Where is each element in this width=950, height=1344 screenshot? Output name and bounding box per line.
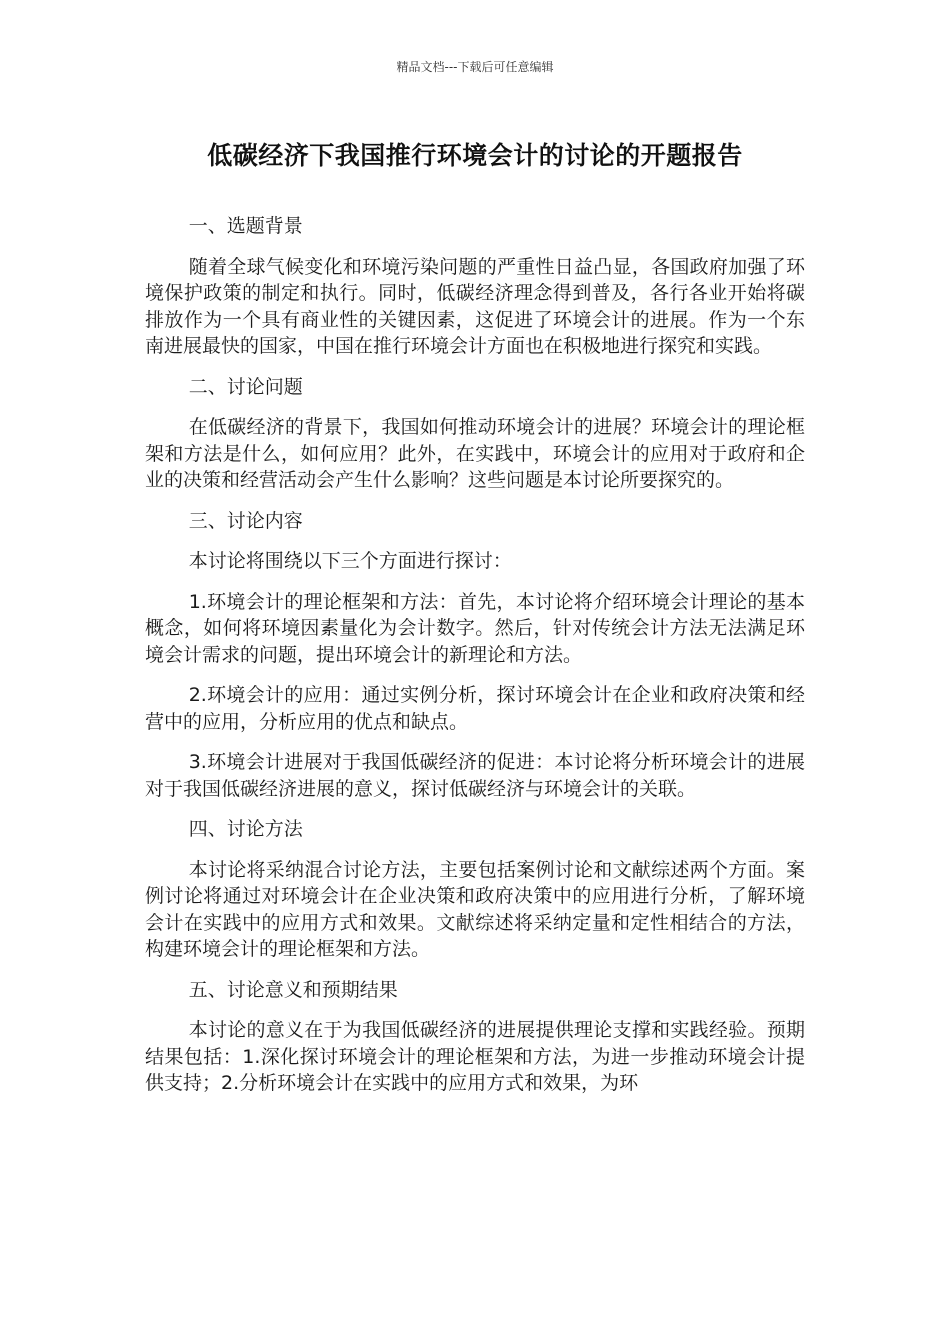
paragraph-content-item-2: 2.环境会计的应用：通过实例分析，探讨环境会计在企业和政府决策和经营中的应用，分析应用的优点和缺点。 [145, 684, 805, 733]
paragraph-content-item-3: 3.环境会计进展对于我国低碳经济的促进：本讨论将分析环境会计的进展对于我国低碳经济进展的意义，探讨低碳经济与环境会计的关联。 [145, 751, 805, 800]
document-body [145, 213, 805, 1111]
section-heading-questions: 二、讨论问题 [188, 375, 303, 398]
paragraph-methods: 本讨论将采纳混合讨论方法，主要包括案例讨论和文献综述两个方面。案例讨论将通过对环境会计在企业决策和政府决策中的应用进行分析，了解环境会计在实践中的应用方式和效果。文献综述将采纳定量和定性相结合的方法，构建环境会计的理论框架和方法。 [145, 858, 805, 960]
section-heading-content: 三、讨论内容 [188, 509, 303, 532]
paragraph-content-intro: 本讨论将围绕以下三个方面进行探讨： [188, 550, 512, 572]
paragraph-content-item-1: 1.环境会计的理论框架和方法：首先，本讨论将介绍环境会计理论的基本概念，如何将环境因素量化为会计数字。然后，针对传统会计方法无法满足环境会计需求的问题，提出环境会计的新理论和方法。 [145, 590, 805, 666]
paragraph-background: 随着全球气候变化和环境污染问题的严重性日益凸显，各国政府加强了环境保护政策的制定和执行。同时，低碳经济理念得到普及，各行各业开始将碳排放作为一个具有商业性的关键因素，这促进了环境会计的进展。作为一个东南进展最快的国家，中国在推行环境会计方面也在积极地进行探究和实践。 [145, 255, 805, 357]
header-note: 精品文档---下载后可任意编辑 [396, 60, 554, 74]
section-heading-methods: 四、讨论方法 [188, 818, 303, 840]
section-heading-significance: 五、讨论意义和预期结果 [188, 978, 398, 1001]
paragraph-questions: 在低碳经济的背景下，我国如何推动环境会计的进展？环境会计的理论框架和方法是什么，如何应用？此外，在实践中，环境会计的应用对于政府和企业的决策和经营活动会产生什么影响？这些问题是本讨论所要探究的。 [145, 416, 805, 491]
document-title: 低碳经济下我国推行环境会计的讨论的开题报告 [207, 141, 743, 170]
paragraph-significance: 本讨论的意义在于为我国低碳经济的进展提供理论支撑和实践经验。预期结果包括：1.深化探讨环境会计的理论框架和方法，为进一步推动环境会计提供支持；2.分析环境会计在实践中的应用方式和效果，为环 [145, 1019, 805, 1094]
section-heading-background: 一、选题背景 [188, 215, 303, 237]
